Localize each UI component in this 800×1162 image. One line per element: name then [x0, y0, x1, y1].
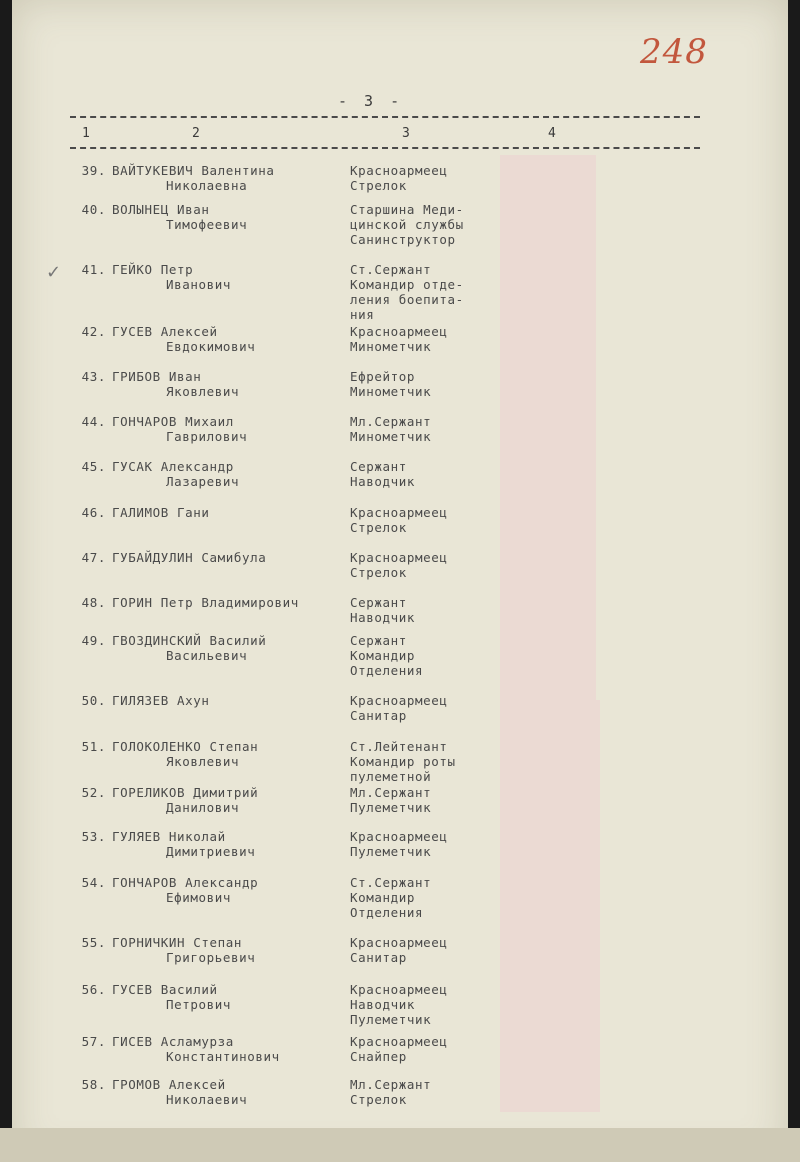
column-header-1: 1	[82, 126, 90, 141]
entry-name	[112, 1077, 247, 1107]
page-number: - 3 -	[338, 92, 404, 110]
entry-number: 58.	[81, 1077, 106, 1092]
column-header-4: 4	[548, 126, 556, 141]
entry-rank-position	[350, 982, 448, 1027]
entry-number: 51.	[81, 739, 106, 754]
entry-rank-position	[350, 595, 415, 625]
entry-name	[112, 829, 255, 859]
entry-name	[112, 935, 255, 965]
entry-number: 40.	[81, 202, 106, 217]
surname-firstname: ГОРЕЛИКОВ Димитрий	[112, 785, 259, 800]
surname-firstname: ГУСЕВ Василий	[112, 982, 218, 997]
rank-line: Командир отде-	[350, 277, 464, 292]
entry-name	[112, 1034, 280, 1064]
entry-name	[112, 785, 258, 815]
patronymic: Николаевич	[166, 1092, 248, 1107]
patronymic: Яковлевич	[166, 754, 240, 769]
entry-rank-position	[350, 829, 448, 859]
patronymic: Иванович	[166, 277, 232, 292]
rank-line: Красноармеец	[350, 1034, 448, 1049]
entry-name	[112, 369, 239, 399]
entry-number: 55.	[81, 935, 106, 950]
entry-rank-position	[350, 1034, 448, 1064]
rank-line: ния	[350, 307, 375, 322]
surname-firstname: ГОРИН Петр Владимирович	[112, 595, 299, 610]
rank-line: Красноармеец	[350, 324, 448, 339]
rank-line: Пулеметчик	[350, 800, 432, 815]
entry-name	[112, 324, 255, 354]
patronymic: Димитриевич	[166, 844, 256, 859]
rank-line: Красноармеец	[350, 505, 448, 520]
surname-firstname: ГИЛЯЗЕВ Ахун	[112, 693, 210, 708]
patronymic: Васильевич	[166, 648, 248, 663]
patronymic: Яковлевич	[166, 384, 240, 399]
entry-name	[112, 875, 258, 905]
redacted-column-lower	[500, 700, 600, 1112]
rank-line: пулеметной	[350, 769, 432, 784]
patronymic: Николаевна	[166, 178, 248, 193]
surname-firstname: ГУСАК Александр	[112, 459, 234, 474]
entry-rank-position	[350, 163, 448, 193]
rank-line: Мл.Сержант	[350, 414, 432, 429]
patronymic: Петрович	[166, 997, 232, 1012]
patronymic: Григорьевич	[166, 950, 256, 965]
entry-number: 41.	[81, 262, 106, 277]
header-rule-top	[70, 116, 700, 118]
surname-firstname: ГОЛОКОЛЕНКО Степан	[112, 739, 259, 754]
rank-line: Сержант	[350, 595, 407, 610]
rank-line: Ст.Сержант	[350, 875, 432, 890]
entry-number: 42.	[81, 324, 106, 339]
entry-name	[112, 262, 231, 292]
surname-firstname: ГРИБОВ Иван	[112, 369, 202, 384]
entry-name	[112, 202, 247, 232]
rank-line: цинской службы	[350, 217, 464, 232]
entry-rank-position	[350, 693, 448, 723]
entry-name	[112, 633, 266, 663]
surname-firstname: ГВОЗДИНСКИЙ Василий	[112, 633, 267, 648]
surname-firstname: ВОЛЫНЕЦ Иван	[112, 202, 210, 217]
entry-rank-position	[350, 633, 423, 678]
entry-rank-position	[350, 550, 448, 580]
rank-line: Минометчик	[350, 429, 432, 444]
rank-line: Отделения	[350, 663, 424, 678]
rank-line: Красноармеец	[350, 982, 448, 997]
surname-firstname: ГЕЙКО Петр	[112, 262, 194, 277]
entry-number: 39.	[81, 163, 106, 178]
patronymic: Данилович	[166, 800, 240, 815]
rank-line: Мл.Сержант	[350, 785, 432, 800]
rank-line: Красноармеец	[350, 693, 448, 708]
rank-line: Стрелок	[350, 1092, 407, 1107]
rank-line: Наводчик	[350, 474, 416, 489]
entry-name	[112, 693, 210, 708]
rank-line: Пулеметчик	[350, 1012, 432, 1027]
entry-rank-position	[350, 324, 448, 354]
surname-firstname: ГОНЧАРОВ Александр	[112, 875, 259, 890]
entry-number: 43.	[81, 369, 106, 384]
surname-firstname: ВАЙТУКЕВИЧ Валентина	[112, 163, 275, 178]
rank-line: ления боепита-	[350, 292, 464, 307]
rank-line: Минометчик	[350, 384, 432, 399]
entry-name	[112, 505, 210, 520]
rank-line: Старшина Меди-	[350, 202, 464, 217]
check-mark: ✓	[46, 262, 62, 283]
entry-name	[112, 163, 275, 193]
surname-firstname: ГОРНИЧКИН Степан	[112, 935, 243, 950]
rank-line: Санинструктор	[350, 232, 456, 247]
rank-line: Красноармеец	[350, 829, 448, 844]
entry-name	[112, 459, 239, 489]
patronymic: Ефимович	[166, 890, 232, 905]
surname-firstname: ГУСЕВ Алексей	[112, 324, 218, 339]
entry-rank-position	[350, 785, 431, 815]
entry-rank-position	[350, 505, 448, 535]
surname-firstname: ГУБАЙДУЛИН Самибула	[112, 550, 267, 565]
rank-line: Ст.Лейтенант	[350, 739, 448, 754]
entry-rank-position	[350, 202, 464, 247]
rank-line: Командир	[350, 890, 416, 905]
rank-line: Снайпер	[350, 1049, 407, 1064]
entry-name	[112, 550, 266, 565]
entry-name	[112, 982, 231, 1012]
entry-rank-position	[350, 369, 431, 399]
entry-rank-position	[350, 414, 431, 444]
entry-number: 50.	[81, 693, 106, 708]
paper-edge	[0, 1128, 800, 1162]
header-rule-bottom	[70, 147, 700, 149]
surname-firstname: ГУЛЯЕВ Николай	[112, 829, 226, 844]
rank-line: Ефрейтор	[350, 369, 416, 384]
patronymic: Евдокимович	[166, 339, 256, 354]
rank-line: Ст.Сержант	[350, 262, 432, 277]
entry-rank-position	[350, 935, 448, 965]
rank-line: Красноармеец	[350, 550, 448, 565]
entry-number: 45.	[81, 459, 106, 474]
rank-line: Командир роты	[350, 754, 456, 769]
rank-line: Наводчик	[350, 610, 416, 625]
rank-line: Пулеметчик	[350, 844, 432, 859]
rank-line: Санитар	[350, 708, 407, 723]
entry-number: 53.	[81, 829, 106, 844]
surname-firstname: ГРОМОВ Алексей	[112, 1077, 226, 1092]
entry-rank-position	[350, 739, 456, 784]
rank-line: Наводчик	[350, 997, 416, 1012]
rank-line: Сержант	[350, 633, 407, 648]
rank-line: Мл.Сержант	[350, 1077, 432, 1092]
entry-rank-position	[350, 459, 415, 489]
entry-number: 54.	[81, 875, 106, 890]
rank-line: Стрелок	[350, 565, 407, 580]
rank-line: Командир	[350, 648, 416, 663]
patronymic: Тимофеевич	[166, 217, 248, 232]
entry-number: 49.	[81, 633, 106, 648]
entry-rank-position	[350, 875, 431, 920]
rank-line: Стрелок	[350, 520, 407, 535]
entry-name	[112, 595, 299, 610]
entry-number: 47.	[81, 550, 106, 565]
rank-line: Красноармеец	[350, 163, 448, 178]
column-header-3: 3	[402, 126, 410, 141]
rank-line: Сержант	[350, 459, 407, 474]
entry-number: 46.	[81, 505, 106, 520]
rank-line: Стрелок	[350, 178, 407, 193]
rank-line: Санитар	[350, 950, 407, 965]
surname-firstname: ГАЛИМОВ Гани	[112, 505, 210, 520]
entry-number: 44.	[81, 414, 106, 429]
entry-number: 57.	[81, 1034, 106, 1049]
entry-name	[112, 414, 247, 444]
entry-rank-position	[350, 1077, 431, 1107]
surname-firstname: ГИСЕВ Асламурза	[112, 1034, 234, 1049]
rank-line: Минометчик	[350, 339, 432, 354]
entry-number: 52.	[81, 785, 106, 800]
rank-line: Отделения	[350, 905, 424, 920]
entry-rank-position	[350, 262, 464, 322]
patronymic: Константинович	[166, 1049, 280, 1064]
surname-firstname: ГОНЧАРОВ Михаил	[112, 414, 234, 429]
entry-name	[112, 739, 258, 769]
column-header-2: 2	[192, 126, 200, 141]
entry-number: 56.	[81, 982, 106, 997]
handwritten-page-number: 248	[640, 32, 708, 72]
entry-number: 48.	[81, 595, 106, 610]
rank-line: Красноармеец	[350, 935, 448, 950]
redacted-column-upper	[500, 155, 596, 710]
patronymic: Лазаревич	[166, 474, 240, 489]
patronymic: Гаврилович	[166, 429, 248, 444]
